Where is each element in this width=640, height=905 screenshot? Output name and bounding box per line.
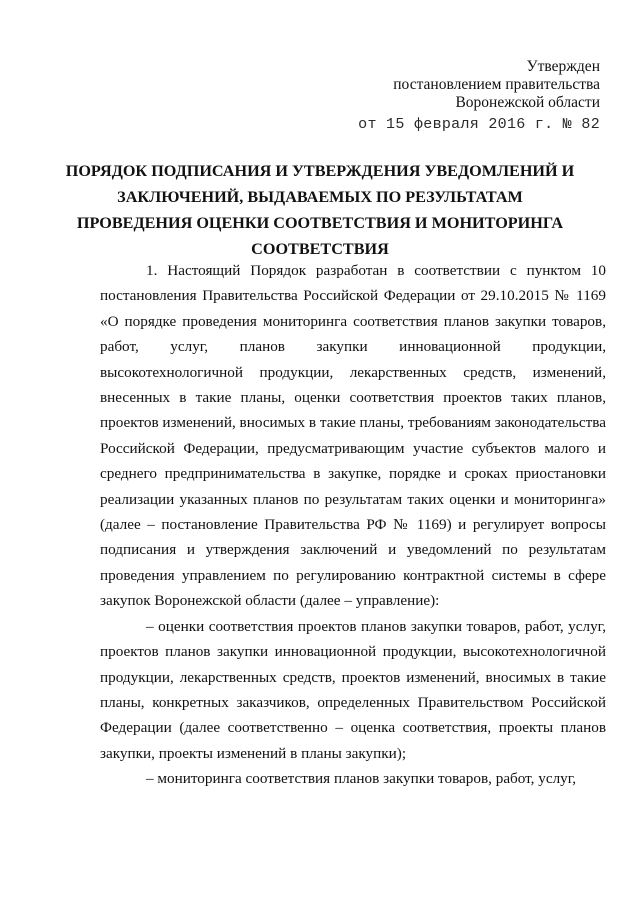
document-body [100,258,606,792]
document-title: ПОРЯДОК ПОДПИСАНИЯ И УТВЕРЖДЕНИЯ УВЕДОМЛЕНИЙ И ЗАКЛЮЧЕНИЙ, ВЫДАВАЕМЫХ ПО РЕЗУЛЬТАТАМ ПРОВЕДЕНИЯ ОЦЕНКИ СООТВЕТСТВИЯ И МОНИТОРИНГА СООТВЕТСТВИЯ [65,162,575,258]
approval-date-stamp: от 15 февраля 2016 г. № 82 [358,116,600,133]
paragraph-2: – оценки соответствия проектов планов закупки товаров, работ, услуг, проектов планов закупки инновационной продукции, высокотехнологичной продукции, лекарственных средств, проектов изменений, вносимых в такие планы, конкретных заказчиков, определенных Правительством Российской Федерации (далее соответственно – оценка соответствия, проекты планов закупки, проекты изменений в планы закупки); [100,617,606,762]
paragraph-1: 1. Настоящий Порядок разработан в соответствии с пунктом 10 постановления Правительства Российской Федерации от 29.10.2015 № 1169 «О порядке проведения мониторинга соответствия планов закупки товаров, работ, услуг, планов закупки инновационной продукции, высокотехнологичной продукции, лекарственных средств, изменений, внесенных в такие планы, оценки соответствия проектов таких планов, проектов изменений, вносимых в такие планы, требованиям законодательства Российской Федерации, предусматривающим участие субъектов малого и среднего предпринимательства в закупке, порядке и сроках приостановки реализации указанных планов по результатам таких оценки и мониторинга» (далее – постановление Правительства РФ № 1169) и регулирует вопросы подписания и утверждения заключений и уведомлений по результатам проведения управлением по регулированию контрактной системы в сфере закупок Воронежской области (далее – управление): [100,262,606,610]
approval-line-1: Утвержден [526,58,600,75]
approval-block [358,58,600,134]
paragraph-3: – мониторинга соответствия планов закупки товаров, работ, услуг, [146,770,577,788]
approval-line-3: Воронежской области [455,94,600,111]
approval-line-2: постановлением правительства [393,76,600,93]
